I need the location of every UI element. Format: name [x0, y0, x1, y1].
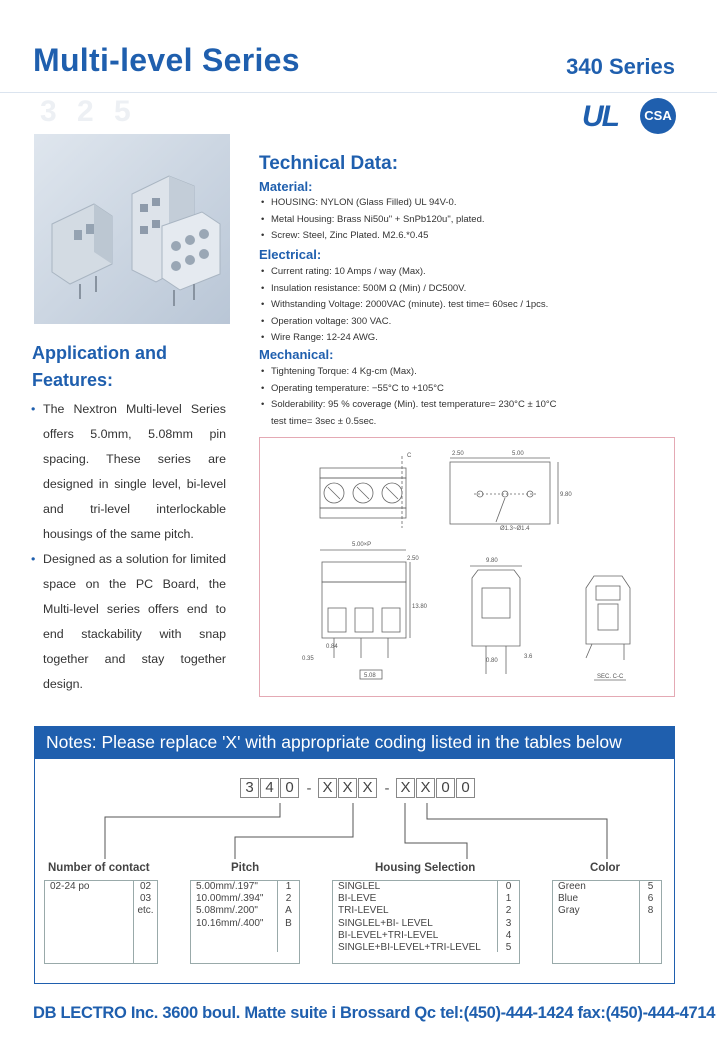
top-view-drawing [320, 453, 412, 528]
code-digit: 3 [240, 778, 259, 798]
code-digit: X [416, 778, 435, 798]
pitch-heading: Pitch [231, 862, 260, 874]
company-footer: DB LECTRO Inc. 3600 boul. Matte suite i Brossard Qc tel:(450)-444-1424 fax:(450)-444-4714 [33, 1004, 716, 1022]
series-title: 340 Series [566, 54, 675, 79]
front-view-drawing [302, 542, 428, 679]
svg-text:Ø1.3~Ø1.4: Ø1.3~Ø1.4 [500, 526, 530, 532]
table-row: BI-LEVE 1 [333, 893, 519, 905]
svg-text:2.50: 2.50 [452, 451, 464, 457]
table-row: SINGLEL 0 [333, 881, 519, 893]
table-row: 10.16mm/.400" B [191, 918, 299, 952]
c-section-mark: C [407, 453, 412, 459]
svg-text:2.50: 2.50 [407, 556, 419, 562]
application-heading-line2: Features: [32, 370, 114, 390]
code-separator: - [384, 779, 390, 797]
ul-logo-icon: UL [582, 100, 618, 133]
list-item: • Operating temperature: −55°C to +105°C [259, 381, 557, 398]
list-item: • Current rating: 10 Amps / way (Max). [259, 264, 548, 281]
svg-text:9.80: 9.80 [486, 558, 498, 564]
background-ghost-text: 3 2 5 [40, 95, 137, 128]
list-item: • Insulation resistance: 500M Ω (Min) / DC500V. [259, 281, 548, 298]
contact-heading: Number of contact [48, 862, 150, 874]
svg-text:13.80: 13.80 [412, 604, 428, 610]
notes-banner: Notes: Please replace 'X' with appropriate coding listed in the tables below [34, 726, 675, 758]
list-item-continuation: test time= 3sec ± 0.5sec. [271, 415, 377, 427]
material-list [259, 195, 485, 245]
housing-heading: Housing Selection [375, 862, 476, 874]
table-row: TRI-LEVEL 2 [333, 905, 519, 917]
svg-text:SEC. C-C: SEC. C-C [597, 674, 624, 680]
table-row: etc. [45, 905, 157, 963]
technical-drawing [259, 437, 675, 697]
svg-text:9.80: 9.80 [560, 492, 572, 498]
application-list [31, 397, 226, 697]
product-photo [34, 134, 230, 324]
table-row: 03 [45, 893, 157, 905]
list-item: • Metal Housing: Brass Ni50u" + SnPb120u", plated. [259, 212, 485, 229]
svg-text:0.80: 0.80 [486, 658, 498, 664]
code-separator: - [306, 779, 312, 797]
contact-table [44, 880, 158, 964]
application-heading [32, 340, 167, 394]
table-row: 10.00mm/.394" 2 [191, 893, 299, 905]
code-digit: 0 [436, 778, 455, 798]
svg-text:0.84: 0.84 [326, 644, 338, 650]
title-divider [0, 92, 717, 93]
table-row: 02-24 po 02 [45, 881, 157, 893]
svg-text:0.35: 0.35 [302, 656, 314, 662]
table-row: Green 5 [553, 881, 661, 893]
code-digit: X [338, 778, 357, 798]
ordering-code [240, 778, 476, 798]
electrical-list [259, 264, 548, 347]
svg-text:3.6: 3.6 [524, 654, 533, 660]
hole-pattern-drawing [450, 451, 572, 532]
list-item: • Screw: Steel, Zinc Plated. M2.6.*0.45 [259, 228, 485, 245]
table-row: 5.00mm/.197" 1 [191, 881, 299, 893]
list-item: • Operation voltage: 300 VAC. [259, 314, 548, 331]
code-digit: 0 [456, 778, 475, 798]
svg-text:5.00×P: 5.00×P [352, 542, 372, 548]
housing-table [332, 880, 520, 964]
page-title: Multi-level Series [33, 42, 300, 78]
pitch-table [190, 880, 300, 964]
list-item: • HOUSING: NYLON (Glass Filled) UL 94V-0. [259, 195, 485, 212]
table-row: SINGLE+BI-LEVEL+TRI-LEVEL 5 [333, 942, 519, 954]
color-heading: Color [590, 862, 621, 874]
list-item: • Solderability: 95 % coverage (Min). test temperature= 230°C ± 10°C [259, 397, 557, 414]
table-row: SINGLEL+BI- LEVEL 3 [333, 918, 519, 930]
code-digit: 4 [260, 778, 279, 798]
code-digit: 0 [280, 778, 299, 798]
table-row: 5.08mm/.200" A [191, 905, 299, 917]
color-table [552, 880, 662, 964]
material-heading: Material: [259, 179, 313, 194]
mechanical-list [259, 364, 557, 430]
section-view-drawing [586, 576, 630, 680]
list-item: • Tightening Torque: 4 Kg-cm (Max). [259, 364, 557, 381]
application-heading-line1: Application and [32, 343, 167, 363]
table-row: BI-LEVEL+TRI-LEVEL 4 [333, 930, 519, 942]
table-row: Gray 8 [553, 905, 661, 963]
svg-text:5.08: 5.08 [364, 673, 376, 679]
svg-text:5.00: 5.00 [512, 451, 524, 457]
list-item: • Wire Range: 12-24 AWG. [259, 330, 548, 347]
side-view-drawing [470, 558, 533, 674]
csa-logo-icon: CSA [640, 98, 676, 134]
list-item: • The Nextron Multi-level Series offers 5.0mm, 5.08mm pin spacing. These series are designed in single level, bi-level and tri-level interlockable housings of the same pitch. [31, 397, 226, 547]
code-digit: X [318, 778, 337, 798]
technical-data-heading: Technical Data: [259, 153, 399, 174]
mechanical-heading: Mechanical: [259, 347, 334, 362]
list-item: • Withstanding Voltage: 2000VAC (minute). test time= 60sec / 1pcs. [259, 297, 548, 314]
table-row: Blue 6 [553, 893, 661, 905]
code-digit: X [396, 778, 415, 798]
list-item: • Designed as a solution for limited space on the PC Board, the Multi-level series offers end to end stackability with snap together and stay together design. [31, 547, 226, 697]
code-digit: X [358, 778, 377, 798]
electrical-heading: Electrical: [259, 247, 322, 262]
